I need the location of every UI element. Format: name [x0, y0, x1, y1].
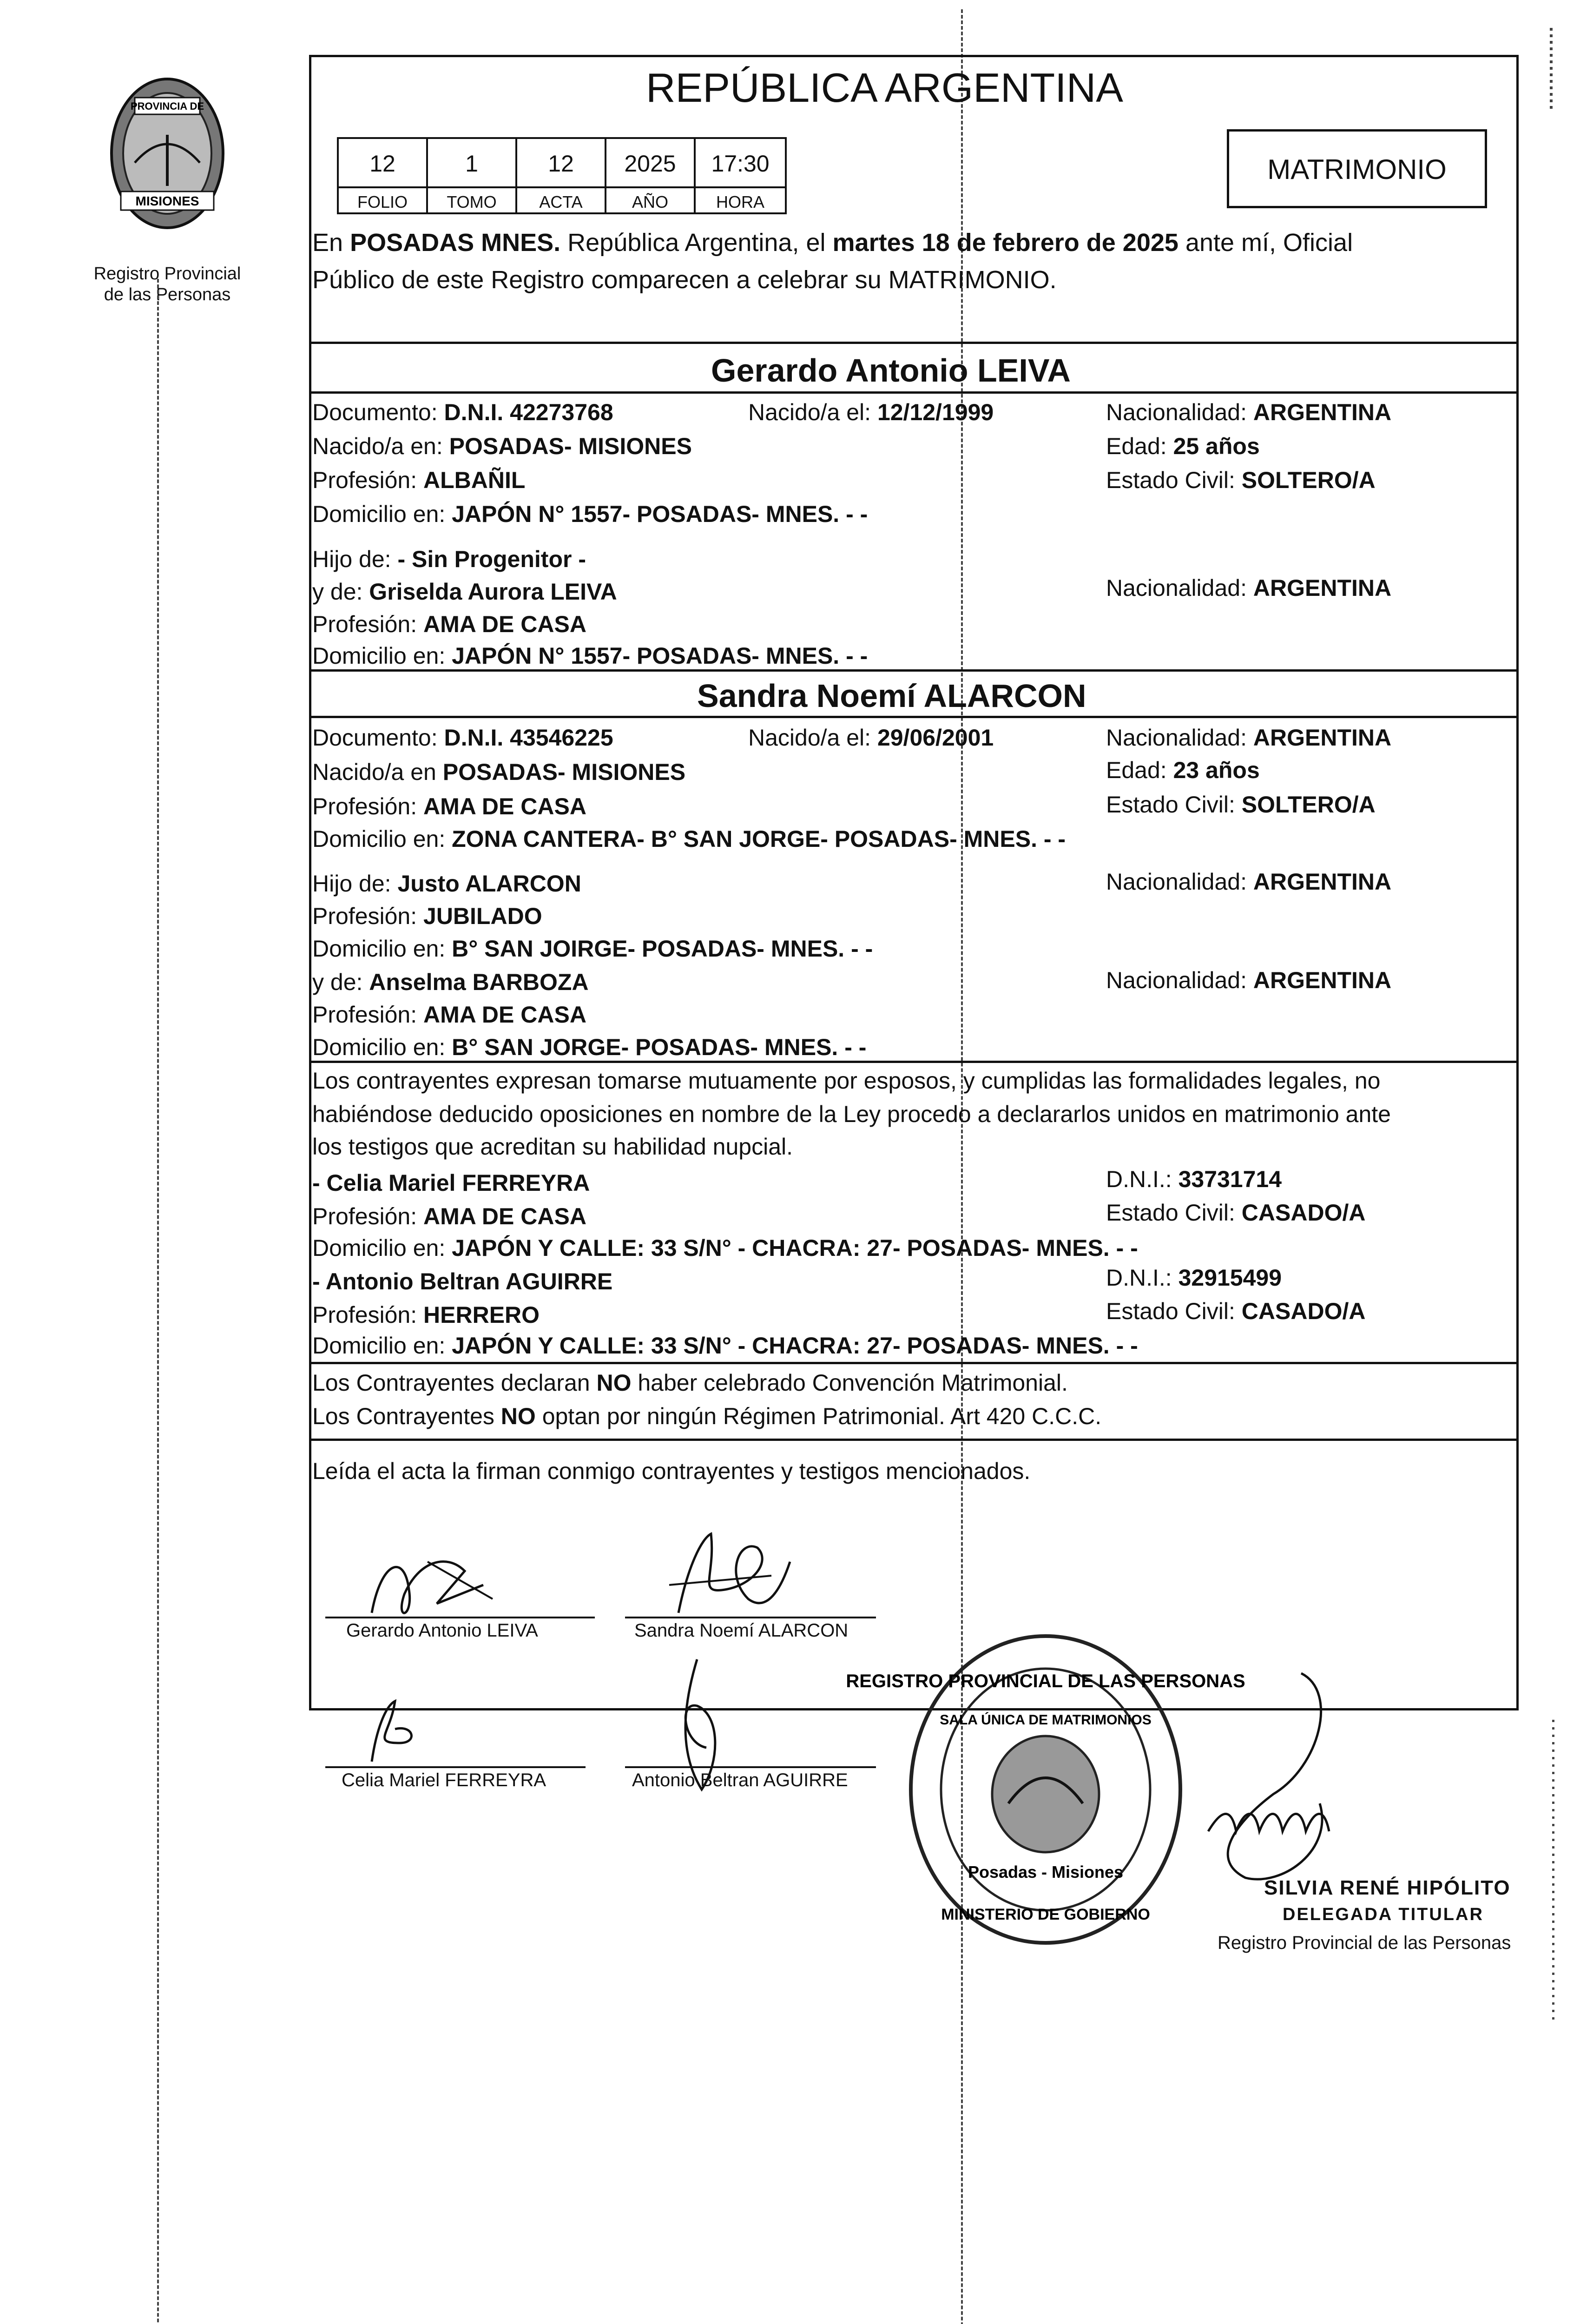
bride-born-label: Nacido/a el:: [748, 725, 877, 751]
bride-father-profession: [312, 905, 542, 928]
bride-mother-prof-value: AMA DE CASA: [423, 1002, 586, 1028]
convention-top-rule: [309, 1362, 1519, 1364]
logo-caption-line1: Registro Provincial: [93, 264, 241, 284]
bride-age: [1106, 759, 1260, 782]
stamp-inner-text: SALA ÚNICA DE MATRIMONIOS: [940, 1712, 1152, 1728]
bride-father-dom-label: Domicilio en:: [312, 936, 452, 962]
witness1-civil-value: CASADO/A: [1241, 1200, 1366, 1226]
bride-domicile-label: Domicilio en:: [312, 826, 452, 852]
anio-label: AÑO: [632, 192, 668, 211]
witness1-dni-label: D.N.I.:: [1106, 1166, 1178, 1192]
bride-profession-label: Profesión:: [312, 793, 424, 819]
groom-civil-label: Estado Civil:: [1106, 467, 1242, 493]
witness1-signature-name: Celia Mariel FERREYRA: [342, 1770, 546, 1790]
bride-mother-value: Anselma BARBOZA: [369, 969, 589, 995]
convention-l2-no: NO: [500, 1403, 536, 1429]
bride-document-value: D.N.I. 43546225: [444, 725, 613, 751]
scan-mark-right: [1552, 1720, 1554, 2022]
convention-l2-a: Los Contrayentes: [312, 1403, 501, 1429]
bride-profession-value: AMA DE CASA: [423, 793, 586, 819]
seal-text-bottom: MISIONES: [135, 194, 199, 208]
witness1-signature-line: [325, 1766, 586, 1768]
declaration-line1: Los contrayentes expresan tomarse mutuamente por esposos, y cumplidas las formalidades legales, no: [312, 1068, 1381, 1094]
groom-civil-value: SOLTERO/A: [1241, 467, 1376, 493]
record-type-label: MATRIMONIO: [1267, 154, 1447, 185]
groom-born: [748, 401, 994, 424]
bride-birthplace-label: Nacido/a en: [312, 759, 443, 785]
groom-mother-dom-value: JAPÓN N° 1557- POSADAS- MNES. - -: [452, 643, 868, 669]
declaration-line3: los testigos que acreditan su habilidad nupcial.: [312, 1134, 793, 1160]
groom-mother: [312, 580, 617, 603]
bride-mother-prof-label: Profesión:: [312, 1002, 424, 1028]
groom-father-value: - Sin Progenitor -: [397, 546, 586, 572]
bride-father-label: Hijo de:: [312, 871, 398, 897]
bride-mother: [312, 971, 589, 994]
acta-label-cell: [515, 186, 606, 214]
acta-value-cell: [515, 137, 606, 188]
witness1-dom-value: JAPÓN Y CALLE: 33 S/N° - CHACRA: 27- POSADAS- MNES. - -: [452, 1235, 1138, 1261]
groom-mother-dom-label: Domicilio en:: [312, 643, 452, 669]
witness2-civil-label: Estado Civil:: [1106, 1298, 1242, 1324]
witness2-domicile: [312, 1334, 1138, 1357]
witness1-civil-status: [1106, 1201, 1365, 1224]
bride-signature-line: [625, 1617, 876, 1618]
intro-text-b: República Argentina, el: [560, 229, 833, 257]
bride-top-rule: [309, 669, 1519, 672]
witness1-prof-label: Profesión:: [312, 1203, 424, 1229]
bride-birthplace: [312, 760, 685, 784]
witness1-domicile: [312, 1236, 1138, 1260]
witness2-profession: [312, 1303, 540, 1327]
groom-born-label: Nacido/a el:: [748, 399, 877, 425]
tomo-value-cell: [426, 137, 517, 188]
groom-nationality-value: ARGENTINA: [1253, 399, 1392, 425]
witness2-dom-label: Domicilio en:: [312, 1333, 452, 1359]
registry-logo: [84, 70, 251, 304]
witness1-dni-value: 33731714: [1178, 1166, 1282, 1192]
groom-name: Gerardo Antonio LEIVA: [711, 352, 1071, 389]
witness2-prof-label: Profesión:: [312, 1302, 424, 1328]
groom-mother-nat-value: ARGENTINA: [1253, 575, 1392, 601]
bride-mother-nat-value: ARGENTINA: [1253, 967, 1392, 993]
witness2-name: - Antonio Beltran AGUIRRE: [312, 1268, 613, 1294]
anio-value: 2025: [624, 151, 676, 177]
groom-name-rule: [309, 391, 1519, 394]
bride-mother-nat-label: Nacionalidad:: [1106, 967, 1253, 993]
closing-top-rule: [309, 1439, 1519, 1441]
groom-domicile: [312, 502, 868, 526]
groom-birthplace-value: POSADAS- MISIONES: [449, 433, 692, 459]
witness1-civil-label: Estado Civil:: [1106, 1200, 1242, 1226]
groom-domicile-label: Domicilio en:: [312, 501, 452, 527]
folio-label-cell: [337, 186, 428, 214]
bride-mother-label: y de:: [312, 969, 369, 995]
bride-mother-dom-label: Domicilio en:: [312, 1034, 452, 1060]
groom-birthplace-label: Nacido/a en:: [312, 433, 449, 459]
page-title: REPÚBLICA ARGENTINA: [646, 65, 1123, 111]
groom-nationality: [1106, 401, 1391, 424]
intro-place: POSADAS MNES.: [350, 229, 561, 257]
intro-text-a: En: [312, 229, 350, 257]
convention-l1-a: Los Contrayentes declaran: [312, 1370, 597, 1396]
bride-father-nat-label: Nacionalidad:: [1106, 869, 1253, 895]
bride-father-nationality: [1106, 870, 1391, 893]
stamp-ministry-text: MINISTERIO DE GOBIERNO: [941, 1906, 1150, 1923]
acta-label: ACTA: [539, 192, 583, 211]
witness1-profession: [312, 1205, 586, 1228]
witness1-name: - Celia Mariel FERREYRA: [312, 1170, 590, 1196]
official-title: DELEGADA TITULAR: [1283, 1905, 1484, 1924]
groom-signature-name: Gerardo Antonio LEIVA: [346, 1620, 538, 1641]
bride-age-value: 23 años: [1173, 757, 1260, 783]
bride-mother-nationality: [1106, 969, 1391, 992]
convention-line2: [312, 1405, 1101, 1428]
declaration-line2: habiéndose deducido oposiciones en nombre de la Ley procedo a declararlos unidos en matrimonio ante: [312, 1101, 1391, 1127]
official-office: Registro Provincial de las Personas: [1218, 1933, 1511, 1953]
groom-signature-line: [325, 1617, 595, 1618]
bride-civil-value: SOLTERO/A: [1241, 792, 1376, 818]
bride-nationality: [1106, 726, 1391, 749]
bride-profession: [312, 795, 586, 818]
hora-value-cell: [694, 137, 787, 188]
groom-mother-value: Griselda Aurora LEIVA: [369, 579, 617, 605]
bride-civil-label: Estado Civil:: [1106, 792, 1242, 818]
bride-document: [312, 726, 613, 749]
groom-father: [312, 548, 586, 571]
witness1-dom-label: Domicilio en:: [312, 1235, 452, 1261]
province-seal-icon: [84, 70, 251, 237]
groom-document-value: D.N.I. 42273768: [444, 399, 613, 425]
bride-father-domicile: [312, 937, 873, 960]
bride-born: [748, 726, 994, 749]
witness2-civil-value: CASADO/A: [1241, 1298, 1366, 1324]
groom-signature: [353, 1534, 502, 1627]
bride-signature: [660, 1520, 799, 1622]
tomo-label: TOMO: [447, 192, 497, 211]
bride-father-nat-value: ARGENTINA: [1253, 869, 1392, 895]
witness2-signature-name: Antonio Beltran AGUIRRE: [632, 1770, 848, 1790]
witness2-dni-value: 32915499: [1178, 1265, 1282, 1291]
tomo-value: 1: [465, 151, 478, 177]
groom-document-label: Documento:: [312, 399, 444, 425]
anio-value-cell: [605, 137, 696, 188]
hora-value: 17:30: [711, 151, 770, 177]
tomo-label-cell: [426, 186, 517, 214]
seal-text-top: PROVINCIA DE: [130, 100, 204, 112]
official-name: SILVIA RENÉ HIPÓLITO: [1264, 1876, 1511, 1899]
folio-value: 12: [369, 151, 395, 177]
bride-domicile-value: ZONA CANTERA- B° SAN JORGE- POSADAS- MNES. - -: [452, 826, 1066, 852]
official-stamp: [846, 1627, 1245, 1952]
bride-nationality-value: ARGENTINA: [1253, 725, 1392, 751]
convention-l1-c: haber celebrado Convención Matrimonial.: [631, 1370, 1068, 1396]
witness2-signature-line: [625, 1766, 876, 1768]
bride-mother-profession: [312, 1003, 586, 1026]
official-signature: [1180, 1655, 1441, 1896]
bride-father: [312, 872, 581, 895]
acta-value: 12: [548, 151, 574, 177]
groom-civil-status: [1106, 469, 1376, 492]
intro-date: martes 18 de febrero de 2025: [832, 229, 1178, 257]
groom-mother-nationality: [1106, 576, 1391, 600]
bride-father-prof-label: Profesión:: [312, 903, 424, 929]
groom-mother-prof-value: AMA DE CASA: [423, 611, 586, 637]
groom-profession-value: ALBAÑIL: [423, 467, 526, 493]
intro-text-c: ante mí, Oficial: [1178, 229, 1353, 257]
hora-label: HORA: [716, 192, 764, 211]
folio-label: FOLIO: [357, 192, 408, 211]
groom-father-label: Hijo de:: [312, 546, 398, 572]
witness1-signature: [344, 1692, 437, 1766]
groom-born-value: 12/12/1999: [877, 399, 994, 425]
bride-civil-status: [1106, 793, 1376, 816]
groom-birthplace: [312, 435, 692, 458]
intro-line2: Público de este Registro comparecen a celebrar su MATRIMONIO.: [312, 266, 1057, 294]
witness2-prof-value: HERRERO: [423, 1302, 540, 1328]
record-type-box: [1227, 129, 1487, 208]
groom-age: [1106, 435, 1260, 458]
groom-mother-prof-label: Profesión:: [312, 611, 424, 637]
groom-mother-nat-label: Nacionalidad:: [1106, 575, 1253, 601]
groom-document: [312, 401, 613, 424]
witness1-dni: [1106, 1168, 1282, 1191]
stamp-outer-text: REGISTRO PROVINCIAL DE LAS PERSONAS: [846, 1671, 1245, 1691]
groom-age-value: 25 años: [1173, 433, 1260, 459]
bride-age-label: Edad:: [1106, 757, 1173, 783]
bride-name-rule: [309, 716, 1519, 718]
groom-age-label: Edad:: [1106, 433, 1173, 459]
groom-top-rule: [309, 342, 1519, 344]
bride-birthplace-value: POSADAS- MISIONES: [442, 759, 686, 785]
stamp-city-text: Posadas - Misiones: [968, 1862, 1124, 1882]
bride-mother-domicile: [312, 1036, 866, 1059]
scan-mark-top-right: [1550, 28, 1553, 112]
logo-caption-line2: de las Personas: [104, 285, 231, 304]
witness2-dni-label: D.N.I.:: [1106, 1265, 1178, 1291]
bride-nationality-label: Nacionalidad:: [1106, 725, 1253, 751]
declaration-top-rule: [309, 1061, 1519, 1063]
bride-mother-dom-value: B° SAN JORGE- POSADAS- MNES. - -: [452, 1034, 867, 1060]
bride-born-value: 29/06/2001: [877, 725, 994, 751]
bride-domicile: [312, 827, 1066, 851]
bride-signature-name: Sandra Noemí ALARCON: [634, 1620, 849, 1641]
convention-line1: [312, 1371, 1068, 1394]
bride-father-value: Justo ALARCON: [397, 871, 581, 897]
intro-line1: [312, 230, 1353, 255]
groom-nationality-label: Nacionalidad:: [1106, 399, 1253, 425]
groom-mother-label: y de:: [312, 579, 369, 605]
witness1-prof-value: AMA DE CASA: [423, 1203, 586, 1229]
bride-father-prof-value: JUBILADO: [423, 903, 542, 929]
bride-document-label: Documento:: [312, 725, 444, 751]
bride-father-dom-value: B° SAN JOIRGE- POSADAS- MNES. - -: [452, 936, 873, 962]
left-margin-dashed-line: [157, 279, 159, 2324]
groom-domicile-value: JAPÓN N° 1557- POSADAS- MNES. - -: [452, 501, 868, 527]
anio-label-cell: [605, 186, 696, 214]
witness2-dni: [1106, 1266, 1282, 1289]
witness2-civil-status: [1106, 1300, 1365, 1323]
convention-l1-no: NO: [596, 1370, 632, 1396]
bride-name: Sandra Noemí ALARCON: [697, 678, 1086, 714]
hora-label-cell: [694, 186, 787, 214]
groom-profession: [312, 469, 525, 492]
closing-text: Leída el acta la firman conmigo contrayentes y testigos mencionados.: [312, 1458, 1031, 1484]
groom-profession-label: Profesión:: [312, 467, 424, 493]
header-fields-table: [337, 137, 788, 216]
witness2-dom-value: JAPÓN Y CALLE: 33 S/N° - CHACRA: 27- POSADAS- MNES. - -: [452, 1333, 1138, 1359]
convention-l2-c: optan por ningún Régimen Patrimonial. Art 420 C.C.C.: [535, 1403, 1102, 1429]
folio-value-cell: [337, 137, 428, 188]
groom-mother-domicile: [312, 644, 868, 667]
groom-mother-profession: [312, 613, 586, 636]
